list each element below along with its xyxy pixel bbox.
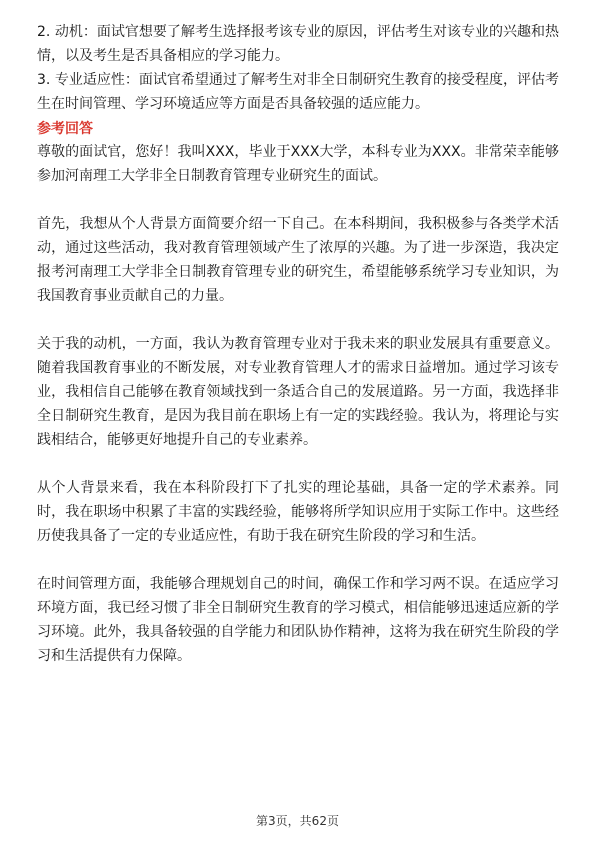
paragraph-gap xyxy=(37,452,559,476)
section-heading: 参考回答 xyxy=(37,121,93,137)
paragraph-gap xyxy=(37,308,559,332)
page-number: 第3页，共62页 xyxy=(256,814,339,828)
paragraph-motivation: 关于我的动机，一方面，我认为教育管理专业对于我未来的职业发展具有重要意义。随着我国教育事业的不断发展，对专业教育管理人才的需求日益增加。通过学习该专业，我相信自己能够在教育领域找到一条适合自己的发展道路。另一方面，我选择非全日制研究生教育，是因为我目前在职场上有一定的实践经验。我认为，将理论与实践相结合，能够更好地提升自己的专业素养。 xyxy=(37,336,559,448)
page-content xyxy=(37,20,559,668)
list-item-adaptability: 3. 专业适应性：面试官希望通过了解考生对非全日制研究生教育的接受程度，评估考生在时间管理、学习环境适应等方面是否具备较强的适应能力。 xyxy=(37,72,559,112)
paragraph-gap xyxy=(37,548,559,572)
paragraph-gap xyxy=(37,188,559,212)
paragraph-time-management: 在时间管理方面，我能够合理规划自己的时间，确保工作和学习两不误。在适应学习环境方面，我已经习惯了非全日制研究生教育的学习模式，相信能够迅速适应新的学习环境。此外，我具备较强的自学能力和团队协作精神，这将为我在研究生阶段的学习和生活提供有力保障。 xyxy=(37,576,559,664)
paragraph-greeting: 尊敬的面试官，您好！我叫XXX，毕业于XXX大学，本科专业为XXX。非常荣幸能够参加河南理工大学非全日制教育管理专业研究生的面试。 xyxy=(37,144,559,184)
paragraph-background: 首先，我想从个人背景方面简要介绍一下自己。在本科期间，我积极参与各类学术活动，通过这些活动，我对教育管理领域产生了浓厚的兴趣。为了进一步深造，我决定报考河南理工大学非全日制教育管理专业的研究生，希望能够系统学习专业知识，为我国教育事业贡献自己的力量。 xyxy=(37,216,559,304)
list-item-motivation: 2. 动机：面试官想要了解考生选择报考该专业的原因，评估考生对该专业的兴趣和热情，以及考生是否具备相应的学习能力。 xyxy=(37,24,559,64)
paragraph-experience: 从个人背景来看，我在本科阶段打下了扎实的理论基础，具备一定的学术素养。同时，我在职场中积累了丰富的实践经验，能够将所学知识应用于实际工作中。这些经历使我具备了一定的专业适应性，有助于我在研究生阶段的学习和生活。 xyxy=(37,480,559,544)
